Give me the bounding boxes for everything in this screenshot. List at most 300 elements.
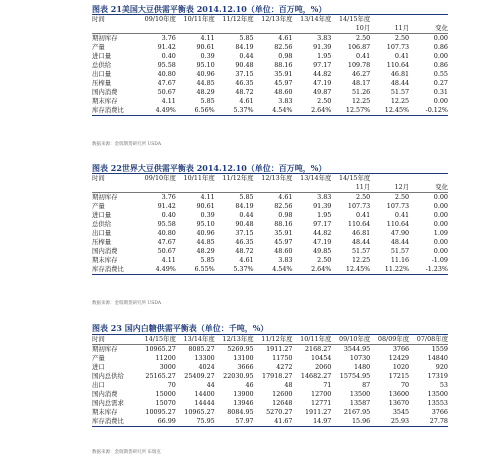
- table-cell: 10730: [349, 354, 371, 362]
- table-cell: [370, 15, 409, 25]
- table-cell: 12.45%: [331, 265, 370, 275]
- table-cell: 14682.27: [300, 372, 332, 380]
- table-cell: 总供给: [92, 220, 112, 228]
- table-cell: 2.50: [317, 256, 332, 264]
- table-cell: 4.49%: [137, 265, 176, 275]
- table-cell: 4.54%: [254, 265, 293, 275]
- table-cell: 12600: [272, 390, 293, 398]
- table1-title: 图表 21美国大豆供需平衡表 2014.12.10（单位：百万吨，%）: [92, 4, 327, 14]
- table-cell: 50.67: [157, 247, 176, 255]
- table-cell: 10454: [311, 354, 332, 362]
- table-cell: 13100: [233, 354, 254, 362]
- table-cell: 0.31: [433, 88, 448, 96]
- table-cell: 07/08年度: [409, 335, 448, 345]
- table-cell: 70: [400, 381, 410, 389]
- table-cell: 3544.95: [331, 345, 370, 355]
- table-cell: 46.81: [390, 70, 410, 78]
- table-cell: 40.80: [157, 229, 176, 237]
- table-cell: 0.00: [433, 52, 448, 60]
- table-cell: 14/15年度: [331, 174, 370, 184]
- table-cell: 4.49%: [137, 106, 176, 116]
- table-cell: 48.17: [351, 79, 371, 87]
- table-cell: 2.50: [370, 34, 409, 44]
- table-cell: 1.95: [317, 211, 332, 219]
- table-cell: 13500: [349, 390, 371, 398]
- table-cell: 47.19: [313, 238, 332, 246]
- table-cell: 1911.27: [254, 345, 293, 355]
- table-cell: 95.10: [196, 61, 215, 69]
- table-cell: 25165.27: [145, 372, 176, 380]
- table-cell: 国内消费: [92, 88, 118, 96]
- table-cell: 97.17: [313, 61, 332, 69]
- table-cell: 17215: [388, 372, 410, 380]
- table-cell: 4.61: [239, 97, 254, 105]
- table-cell: 12.25: [351, 256, 371, 264]
- table-row: [92, 390, 448, 399]
- table3-domestic-sugar-balance: [92, 334, 448, 427]
- table-cell: 10月: [355, 24, 371, 32]
- table-cell: 46.81: [351, 229, 371, 237]
- table-cell: 4.61: [254, 34, 293, 44]
- table-cell: 3545: [392, 408, 410, 416]
- table-cell: 40.96: [196, 229, 215, 237]
- table-row: [92, 238, 448, 247]
- table-row: [92, 97, 448, 106]
- table-cell: 25.93: [370, 417, 409, 427]
- table-cell: 5269.95: [215, 345, 254, 355]
- table-cell: 库存消费比: [92, 265, 137, 275]
- table-cell: 45.97: [274, 238, 293, 246]
- table-cell: 8085.27: [176, 345, 215, 355]
- table-cell: 3.76: [137, 34, 176, 44]
- table-cell: 10965.27: [137, 345, 176, 355]
- table-cell: 920: [435, 363, 448, 371]
- table-cell: [293, 24, 332, 34]
- table-cell: 10095.27: [145, 408, 176, 416]
- table-cell: 变化: [435, 183, 448, 191]
- table-cell: 5.85: [215, 34, 254, 44]
- table-cell: 12429: [388, 354, 410, 362]
- table-cell: 0.41: [356, 52, 371, 60]
- table-cell: 14.97: [293, 417, 332, 427]
- table-cell: 国内消费: [92, 247, 118, 255]
- table-cell: 0.41: [356, 211, 371, 219]
- header-row: [92, 335, 448, 345]
- table-cell: 15000: [155, 390, 176, 398]
- table-cell: 8084.95: [227, 408, 254, 416]
- table-cell: 15754.95: [339, 372, 371, 380]
- table-cell: 27.78: [409, 417, 448, 427]
- table-cell: 1020: [392, 363, 410, 371]
- table-cell: 109.78: [347, 61, 371, 69]
- table-cell: 46.35: [235, 238, 254, 246]
- table-cell: 产量: [92, 202, 105, 210]
- table-cell: 11月: [355, 183, 371, 191]
- table-cell: [254, 24, 293, 34]
- table-cell: 14444: [194, 399, 215, 407]
- table-row: [92, 70, 448, 79]
- table-cell: 13/14年度: [293, 174, 332, 184]
- table-cell: 82.56: [274, 202, 293, 210]
- table-cell: 90.48: [235, 61, 254, 69]
- table-cell: 91.42: [157, 43, 176, 51]
- table-cell: 10/11年度: [176, 174, 215, 184]
- table2-world-soybean-balance: [92, 173, 448, 275]
- table-row: [92, 211, 448, 220]
- table-cell: 09/10年度: [137, 174, 176, 184]
- table-cell: 0.41: [394, 52, 410, 60]
- table-cell: 5270.27: [266, 408, 293, 416]
- table-cell: 47.19: [313, 79, 332, 87]
- table-cell: 51.57: [351, 247, 371, 255]
- table-cell: 期末库存: [92, 256, 118, 264]
- table-cell: 12771: [311, 399, 332, 407]
- table-cell: 0.00: [433, 202, 448, 210]
- table-cell: 2167.95: [343, 408, 371, 416]
- table-cell: 2.64%: [293, 106, 332, 116]
- table-cell: 71: [323, 381, 332, 389]
- table-cell: 44.82: [313, 70, 332, 78]
- table-cell: 3766: [431, 408, 448, 416]
- table-cell: [215, 183, 254, 193]
- table-cell: 13500: [427, 390, 448, 398]
- table-cell: 11.22%: [370, 265, 409, 275]
- table-cell: 17918.27: [262, 372, 293, 380]
- table3-title: 图表 23 国内白糖供需平衡表（单位：千吨，%）: [92, 323, 269, 333]
- table-cell: 期初库存: [92, 193, 137, 203]
- table-cell: 0.55: [433, 70, 448, 78]
- table-cell: 90.61: [196, 43, 215, 51]
- table-cell: 出口量: [92, 70, 112, 78]
- header-row: [92, 174, 448, 184]
- table-cell: 107.73: [386, 43, 410, 51]
- table-cell: [409, 174, 448, 184]
- table-cell: 期末库存: [92, 408, 118, 416]
- table-cell: 库存消费比: [92, 417, 137, 427]
- table-cell: 11750: [272, 354, 293, 362]
- table-row: [92, 247, 448, 256]
- table-cell: 12.57%: [331, 106, 370, 116]
- table-cell: 88.16: [274, 61, 293, 69]
- table-cell: 44: [206, 381, 215, 389]
- table-cell: 40.96: [196, 70, 215, 78]
- table-cell: 期末库存: [92, 97, 118, 105]
- table-cell: 库存消费比: [92, 106, 137, 116]
- table-cell: 110.64: [347, 220, 371, 228]
- table-cell: 期初库存: [92, 34, 137, 44]
- table-cell: 44.85: [196, 79, 215, 87]
- table-cell: 0.00: [433, 97, 448, 105]
- table-cell: 90.48: [235, 220, 254, 228]
- table-cell: 时间: [92, 174, 137, 184]
- table-row: [92, 202, 448, 211]
- table-cell: 0.86: [433, 43, 448, 51]
- table-cell: 13670: [388, 399, 410, 407]
- table-cell: 13587: [349, 399, 371, 407]
- table-cell: 11/12年度: [215, 15, 254, 25]
- table-cell: 0.86: [433, 61, 448, 69]
- table-cell: 75.95: [176, 417, 215, 427]
- table-cell: 53: [439, 381, 448, 389]
- table-cell: 4.11: [176, 34, 215, 44]
- table-cell: 46.35: [235, 79, 254, 87]
- table-cell: 4024: [198, 363, 215, 371]
- table-cell: [370, 174, 409, 184]
- table-cell: 46.27: [351, 70, 371, 78]
- table-cell: 48.44: [351, 238, 371, 246]
- table-cell: 48.44: [390, 238, 410, 246]
- table-cell: 12.25: [351, 97, 371, 105]
- table-cell: 进口量: [92, 211, 112, 219]
- table1-us-soybean-balance: [92, 14, 448, 116]
- table-cell: 4272: [276, 363, 293, 371]
- table-cell: 57.97: [215, 417, 254, 427]
- table-cell: 6.55%: [176, 265, 215, 275]
- table-cell: 国内总供给: [92, 372, 124, 380]
- table-cell: 压榨量: [92, 79, 112, 87]
- table-cell: 66.99: [137, 417, 176, 427]
- table-row: [92, 34, 448, 44]
- table-cell: 110.64: [386, 220, 410, 228]
- table-cell: 91.39: [313, 43, 332, 51]
- table-cell: 0.00: [433, 220, 448, 228]
- table-cell: 51.26: [351, 88, 371, 96]
- table-cell: 3766: [370, 345, 409, 355]
- table-cell: [137, 24, 176, 34]
- table-cell: 2.50: [317, 97, 332, 105]
- table-cell: 84.19: [235, 202, 254, 210]
- table-cell: 13/14年度: [293, 15, 332, 25]
- table-cell: [409, 15, 448, 25]
- table-cell: 13/14年度: [176, 335, 215, 345]
- table-cell: [92, 24, 137, 34]
- table-cell: 14840: [427, 354, 448, 362]
- table-cell: 3.76: [137, 193, 176, 203]
- table-cell: 22030.95: [223, 372, 254, 380]
- table-row: [92, 52, 448, 61]
- table-cell: 进口量: [92, 52, 112, 60]
- table-cell: 变化: [435, 24, 448, 32]
- table-cell: 5.37%: [215, 106, 254, 116]
- table-cell: 10/11年度: [176, 15, 215, 25]
- table-cell: 4.11: [161, 256, 176, 264]
- table-cell: [176, 24, 215, 34]
- table-cell: 12/13年度: [254, 15, 293, 25]
- table-cell: 11/12年度: [215, 174, 254, 184]
- table-cell: 5.85: [200, 256, 215, 264]
- table-cell: 97.17: [313, 220, 332, 228]
- table-row: [92, 43, 448, 52]
- table-row: [92, 88, 448, 97]
- table-cell: 0.27: [433, 79, 448, 87]
- table-row: [92, 61, 448, 70]
- table-cell: [293, 183, 332, 193]
- table-cell: 41.67: [254, 417, 293, 427]
- table-cell: 15070: [155, 399, 176, 407]
- table-cell: 37.15: [235, 70, 254, 78]
- table-cell: 0.40: [161, 52, 176, 60]
- table-cell: 4.61: [254, 193, 293, 203]
- table-row: [92, 193, 448, 203]
- table-cell: 时间: [92, 335, 137, 345]
- table-cell: 14400: [194, 390, 215, 398]
- table-row: [92, 417, 448, 427]
- table-cell: 95.58: [157, 220, 176, 228]
- table-cell: [137, 183, 176, 193]
- table-cell: 95.58: [157, 61, 176, 69]
- table2-title: 图表 22世界大豆供需平衡表 2014.12.10（单位：百万吨，%）: [92, 163, 327, 173]
- table-cell: 48.60: [274, 88, 293, 96]
- table-cell: 2.50: [331, 34, 370, 44]
- table-cell: 84.19: [235, 43, 254, 51]
- table-cell: 时间: [92, 15, 137, 25]
- table-cell: 2.50: [331, 193, 370, 203]
- table-cell: 35.91: [274, 70, 293, 78]
- table-cell: 44.82: [313, 229, 332, 237]
- table-cell: 91.42: [157, 202, 176, 210]
- table-cell: 0.41: [394, 211, 410, 219]
- table-cell: 5.37%: [215, 265, 254, 275]
- table-cell: 09/10年度: [137, 15, 176, 25]
- table-cell: 0.98: [278, 52, 293, 60]
- table-cell: 12月: [394, 183, 410, 191]
- table-cell: 国内总需求: [92, 399, 124, 407]
- table-cell: 48.29: [196, 247, 215, 255]
- table-cell: 14/15年度: [137, 335, 176, 345]
- table-cell: 压榨量: [92, 238, 112, 246]
- table-cell: 1480: [353, 363, 371, 371]
- table-cell: 0.39: [200, 211, 215, 219]
- table-cell: 0.00: [433, 211, 448, 219]
- table-cell: 46: [245, 381, 254, 389]
- table-row: [92, 265, 448, 275]
- table-cell: 14/15年度: [331, 15, 370, 25]
- table-cell: 期初库存: [92, 345, 137, 355]
- table-cell: 11.16: [390, 256, 410, 264]
- table-cell: 4.11: [161, 97, 176, 105]
- table-cell: 0.44: [239, 211, 254, 219]
- table-cell: 0.44: [239, 52, 254, 60]
- table-cell: 13600: [388, 390, 410, 398]
- table-cell: 35.91: [274, 229, 293, 237]
- table-cell: 107.73: [386, 202, 410, 210]
- table-cell: 0.00: [409, 193, 448, 203]
- table-cell: 91.39: [313, 202, 332, 210]
- header-row: [92, 15, 448, 25]
- table-cell: 50.67: [157, 88, 176, 96]
- table-cell: 出口量: [92, 229, 112, 237]
- table-cell: 3.83: [278, 256, 293, 264]
- table-cell: 82.56: [274, 43, 293, 51]
- table-cell: 37.15: [235, 229, 254, 237]
- table-cell: [215, 24, 254, 34]
- table-cell: 13946: [233, 399, 254, 407]
- table-cell: 47.67: [157, 79, 176, 87]
- table-cell: 6.56%: [176, 106, 215, 116]
- table-cell: 12700: [311, 390, 332, 398]
- table-cell: 4.61: [239, 256, 254, 264]
- table-cell: 产量: [92, 43, 105, 51]
- table2-source: 数据来源：金瑞期货研究所 USDA: [92, 301, 162, 306]
- table-cell: 总供给: [92, 61, 112, 69]
- table-cell: 51.57: [390, 88, 410, 96]
- table-cell: 5.85: [215, 193, 254, 203]
- table-cell: 48.44: [390, 79, 410, 87]
- table-cell: 45.97: [274, 79, 293, 87]
- table-row: [92, 229, 448, 238]
- table-row: [92, 79, 448, 88]
- table-cell: 1559: [409, 345, 448, 355]
- table-cell: 95.10: [196, 220, 215, 228]
- table-cell: 2.64%: [293, 265, 332, 275]
- table-cell: 70: [167, 381, 176, 389]
- table-cell: 0.39: [200, 52, 215, 60]
- table-cell: 15.96: [331, 417, 370, 427]
- table-cell: 11/12年度: [254, 335, 293, 345]
- subheader-row: [92, 24, 448, 34]
- table-cell: 88.16: [274, 220, 293, 228]
- table-row: [92, 408, 448, 417]
- table-cell: [92, 183, 137, 193]
- table-cell: 49.85: [313, 247, 332, 255]
- table-cell: 2060: [315, 363, 332, 371]
- table-cell: 10965.27: [184, 408, 215, 416]
- table-cell: 12.25: [390, 97, 410, 105]
- table-cell: 110.64: [386, 61, 410, 69]
- table-cell: 4.11: [176, 193, 215, 203]
- subheader-row: [92, 183, 448, 193]
- table-cell: 进口: [92, 363, 105, 371]
- table-cell: 25409.27: [184, 372, 215, 380]
- table-cell: 12.45%: [370, 106, 409, 116]
- table-cell: 3.83: [293, 193, 332, 203]
- table-cell: 出口: [92, 381, 105, 389]
- table-row: [92, 399, 448, 408]
- table-cell: 48.72: [235, 88, 254, 96]
- table-cell: 17319: [427, 372, 448, 380]
- table-cell: 产量: [92, 354, 105, 362]
- table-cell: 47.90: [390, 229, 410, 237]
- table-cell: 1911.27: [304, 408, 332, 416]
- table-cell: -1.23%: [409, 265, 448, 275]
- table-row: [92, 372, 448, 381]
- table3-source: 数据来源：金瑞期货研究所 布瑞克: [92, 450, 161, 455]
- table-cell: 44.85: [196, 238, 215, 246]
- table-cell: [254, 183, 293, 193]
- table-cell: 0.00: [433, 247, 448, 255]
- table1-source: 数据来源：金瑞期货研究所 USDA: [92, 142, 162, 147]
- table-cell: 48.72: [235, 247, 254, 255]
- table-cell: 09/10年度: [331, 335, 370, 345]
- table-cell: 3.83: [293, 34, 332, 44]
- table-cell: 国内消费: [92, 390, 118, 398]
- table-cell: 49.87: [313, 88, 332, 96]
- table-row: [92, 363, 448, 372]
- table-cell: -1.09: [431, 256, 448, 264]
- table-cell: 3666: [237, 363, 254, 371]
- table-cell: -0.12%: [409, 106, 448, 116]
- table-cell: 12/13年度: [215, 335, 254, 345]
- table-row: [92, 220, 448, 229]
- table-cell: 13900: [233, 390, 254, 398]
- table-row: [92, 381, 448, 390]
- table-cell: 3000: [159, 363, 176, 371]
- table-cell: 1.09: [433, 229, 448, 237]
- table-cell: 12/13年度: [254, 174, 293, 184]
- table-cell: 11200: [155, 354, 176, 362]
- table-cell: 5.85: [200, 97, 215, 105]
- table-cell: 2168.27: [293, 345, 332, 355]
